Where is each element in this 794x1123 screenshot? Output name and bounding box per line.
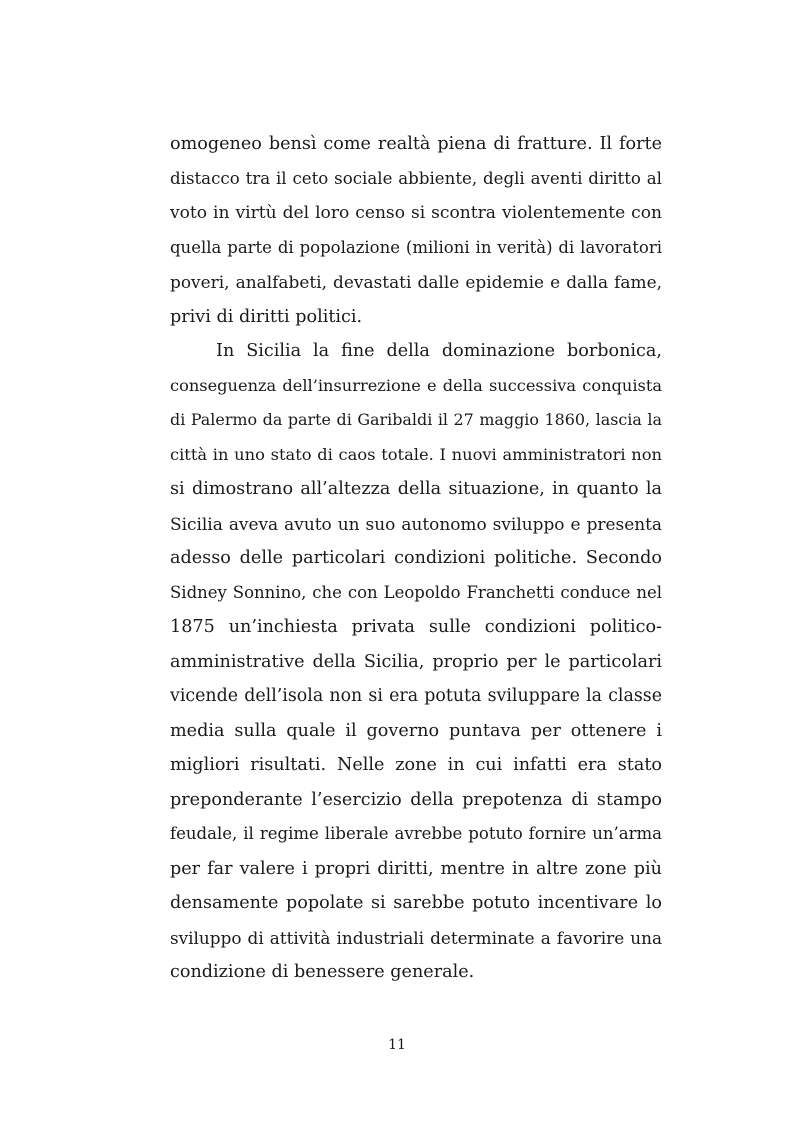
text-line: densamente popolate si sarebbe potuto incentivare lo	[170, 893, 662, 913]
text-line: poveri, analfabeti, devastati dalle epidemie e dalla fame,	[170, 272, 662, 292]
text-line: città in uno stato di caos totale. I nuovi amministratori non	[170, 444, 662, 464]
text-line: amministrative della Sicilia, proprio per le particolari	[170, 651, 662, 672]
paragraph-2	[170, 334, 662, 990]
text-line: voto in virtù del loro censo si scontra violentemente con	[170, 203, 662, 223]
text-line: Sidney Sonnino, che con Leopoldo Franchetti conduce nel	[170, 582, 662, 602]
text-line: adesso delle particolari condizioni politiche. Secondo	[170, 548, 662, 568]
text-line: preponderante l’esercizio della prepotenza di stampo	[170, 789, 662, 810]
text-line: per far valere i propri diritti, mentre in altre zone più	[170, 858, 662, 879]
page-number: 11	[388, 1037, 406, 1053]
text-line: sviluppo di attività industriali determinate a favorire una	[170, 927, 662, 948]
text-line: migliori risultati. Nelle zone in cui infatti era stato	[170, 755, 662, 775]
text-line: di Palermo da parte di Garibaldi il 27 maggio 1860, lascia la	[170, 410, 662, 429]
text-line: conseguenza dell’insurrezione e della successiva conquista	[170, 375, 662, 395]
text-line: privi di diritti politici.	[170, 306, 363, 327]
text-line: omogeneo bensì come realtà piena di fratture. Il forte	[170, 134, 662, 154]
text-line: media sulla quale il governo puntava per ottenere i	[170, 720, 662, 741]
text-line: feudale, il regime liberale avrebbe potuto fornire un’arma	[170, 824, 662, 843]
paragraph-1	[170, 127, 662, 334]
text-line: 1875 un’inchiesta privata sulle condizioni politico-	[170, 617, 662, 637]
text-line: quella parte di popolazione (milioni in verità) di lavoratori	[170, 237, 662, 257]
text-line: si dimostrano all’altezza della situazione, in quanto la	[170, 479, 662, 499]
text-line: Sicilia aveva avuto un suo autonomo sviluppo e presenta	[170, 513, 662, 534]
text-line: vicende dell’isola non si era potuta sviluppare la classe	[170, 686, 662, 706]
text-line: condizione di benessere generale.	[170, 962, 475, 982]
body-text	[170, 127, 662, 990]
text-line: distacco tra il ceto sociale abbiente, degli aventi diritto al	[170, 168, 662, 188]
text-line: In Sicilia la fine della dominazione borbonica,	[216, 341, 662, 361]
